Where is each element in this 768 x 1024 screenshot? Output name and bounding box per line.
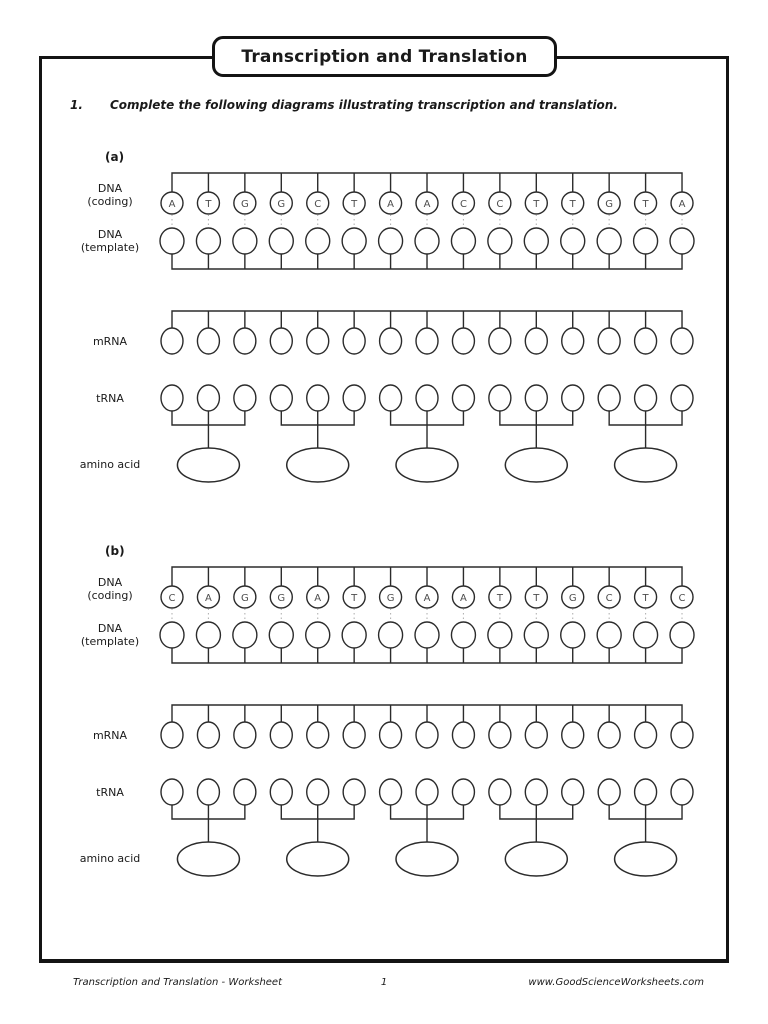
mrna-base-circle	[671, 722, 693, 748]
mrna-backbone	[172, 705, 682, 722]
trna-anticodon-bracket	[281, 805, 354, 842]
title-box	[212, 36, 557, 77]
dna-template-base-circle	[160, 228, 184, 254]
trna-base-circle	[197, 779, 219, 805]
mrna-base-circle	[525, 722, 547, 748]
row-label-mrna-b: mRNA	[92, 729, 128, 742]
trna-base-circle	[343, 779, 365, 805]
trna-base-circle	[416, 779, 438, 805]
dna-coding-base-letter: T	[533, 198, 540, 210]
dna-coding-base-letter: G	[277, 592, 286, 604]
row-label-amino-acid-b: amino acid	[79, 852, 141, 865]
row-label-dna-coding-a-line1: DNA	[97, 182, 123, 195]
trna-base-circle	[598, 779, 620, 805]
mrna-base-circle	[416, 722, 438, 748]
dna-template-base-circle	[524, 228, 548, 254]
row-label-dna-coding-b-line2: (coding)	[87, 589, 133, 602]
trna-base-circle	[525, 385, 547, 411]
mrna-base-circle	[270, 328, 292, 354]
trna-base-circle	[161, 779, 183, 805]
dna-coding-base-letter: G	[240, 592, 249, 604]
mrna-base-circle	[452, 722, 474, 748]
dna-coding-base-letter: C	[314, 198, 322, 210]
dna-template-base-circle	[634, 228, 658, 254]
trna-anticodon-bracket	[609, 411, 682, 448]
base-pair-bonds	[172, 609, 682, 623]
diagram-a-label: (a)	[105, 150, 125, 164]
dna-coding-base-letter: A	[387, 198, 395, 210]
dna-coding-base-letter: A	[168, 198, 176, 210]
dna-coding-base-letter: A	[314, 592, 322, 604]
row-label-dna-template-b-line1: DNA	[97, 622, 123, 635]
mrna-base-circle	[416, 328, 438, 354]
row-label-amino-acid-a: amino acid	[79, 458, 141, 471]
dna-coding-base-letter: T	[496, 592, 503, 604]
trna-base-circle	[562, 779, 584, 805]
trna-anticodon-bracket	[500, 411, 573, 448]
row-label-dna-coding-b-line1: DNA	[97, 576, 123, 589]
dna-template-base-circle	[451, 622, 475, 648]
transcription-translation-diagram-b	[55, 559, 725, 889]
trna-base-circle	[489, 385, 511, 411]
trna-base-circle	[671, 779, 693, 805]
dna-template-base-circle	[196, 622, 220, 648]
dna-coding-base-letter: C	[678, 592, 686, 604]
mrna-base-circle	[598, 328, 620, 354]
dna-coding-base-letter: G	[277, 198, 286, 210]
mrna-base-circle	[161, 328, 183, 354]
trna-base-circle	[416, 385, 438, 411]
trna-base-circle	[270, 779, 292, 805]
dna-coding-base-letter: A	[205, 592, 212, 604]
mrna-base-circle	[562, 328, 584, 354]
dna-template-base-circle	[160, 622, 184, 648]
trna-anticodon-bracket	[391, 805, 464, 842]
amino-acid-ellipse	[615, 448, 677, 482]
mrna-base-circle	[452, 328, 474, 354]
dna-template-base-circle	[524, 622, 548, 648]
dna-template-base-circle	[379, 622, 403, 648]
dna-template-base-circle	[488, 622, 512, 648]
base-pair-bonds	[172, 215, 682, 229]
dna-coding-base-letter: G	[240, 198, 249, 210]
mrna-base-circle	[489, 722, 511, 748]
amino-acid-ellipse	[177, 448, 239, 482]
amino-acid-ellipse	[615, 842, 677, 876]
mrna-base-circle	[197, 328, 219, 354]
dna-template-backbone	[172, 648, 682, 663]
trna-base-circle	[161, 385, 183, 411]
amino-acid-ellipse	[287, 842, 349, 876]
trna-base-circle	[234, 385, 256, 411]
trna-base-circle	[671, 385, 693, 411]
mrna-base-circle	[234, 722, 256, 748]
mrna-base-circle	[562, 722, 584, 748]
mrna-base-circle	[598, 722, 620, 748]
trna-base-circle	[635, 779, 657, 805]
trna-base-circle	[307, 779, 329, 805]
dna-template-backbone	[172, 254, 682, 269]
trna-base-circle	[452, 385, 474, 411]
page-title: Transcription and Translation	[241, 46, 528, 67]
transcription-translation-diagram-a	[55, 165, 725, 495]
mrna-base-circle	[343, 722, 365, 748]
trna-anticodon-bracket	[172, 805, 245, 842]
mrna-base-circle	[489, 328, 511, 354]
dna-template-base-circle	[597, 228, 621, 254]
dna-template-base-circle	[451, 228, 475, 254]
trna-base-circle	[270, 385, 292, 411]
dna-template-base-circle	[379, 228, 403, 254]
trna-base-circle	[562, 385, 584, 411]
amino-acid-ellipse	[287, 448, 349, 482]
amino-acid-ellipse	[396, 842, 458, 876]
dna-template-base-circle	[342, 228, 366, 254]
dna-template-base-circle	[415, 228, 439, 254]
mrna-base-circle	[343, 328, 365, 354]
mrna-backbone	[172, 311, 682, 328]
dna-template-base-circle	[306, 622, 330, 648]
trna-base-circle	[635, 385, 657, 411]
trna-base-circle	[234, 779, 256, 805]
mrna-base-circle	[161, 722, 183, 748]
dna-template-base-circle	[561, 622, 585, 648]
mrna-base-circle	[270, 722, 292, 748]
dna-template-base-circle	[488, 228, 512, 254]
dna-coding-base-letter: G	[568, 592, 577, 604]
mrna-base-circle	[635, 328, 657, 354]
trna-anticodon-bracket	[281, 411, 354, 448]
mrna-base-circle	[635, 722, 657, 748]
trna-anticodon-bracket	[500, 805, 573, 842]
trna-anticodon-bracket	[609, 805, 682, 842]
mrna-base-circle	[307, 722, 329, 748]
dna-template-base-circle	[342, 622, 366, 648]
trna-base-circle	[525, 779, 547, 805]
footer-page-number: 1	[380, 977, 388, 988]
diagram-b-label: (b)	[105, 544, 125, 558]
dna-template-base-circle	[306, 228, 330, 254]
dna-coding-backbone	[172, 567, 682, 586]
footer-document-title: Transcription and Translation - Worksheet	[73, 977, 283, 988]
row-label-dna-coding-a-line2: (coding)	[87, 195, 133, 208]
amino-acid-ellipse	[177, 842, 239, 876]
mrna-base-circle	[671, 328, 693, 354]
dna-template-base-circle	[233, 622, 257, 648]
mrna-base-circle	[525, 328, 547, 354]
dna-template-base-circle	[233, 228, 257, 254]
trna-base-circle	[452, 779, 474, 805]
trna-base-circle	[489, 779, 511, 805]
dna-template-base-circle	[597, 622, 621, 648]
dna-coding-base-letter: T	[642, 592, 649, 604]
dna-coding-base-letter: A	[423, 592, 431, 604]
mrna-base-circle	[380, 328, 402, 354]
trna-base-circle	[307, 385, 329, 411]
dna-coding-base-letter: A	[460, 592, 467, 604]
dna-coding-base-letter: T	[642, 198, 649, 210]
trna-anticodon-bracket	[172, 411, 245, 448]
row-label-mrna-a: mRNA	[92, 335, 128, 348]
row-label-dna-template-a-line2: (template)	[80, 241, 140, 254]
dna-template-base-circle	[415, 622, 439, 648]
mrna-base-circle	[380, 722, 402, 748]
amino-acid-ellipse	[505, 842, 567, 876]
dna-coding-base-letter: C	[168, 592, 176, 604]
dna-coding-base-letter: C	[605, 592, 613, 604]
dna-coding-base-letter: T	[351, 592, 358, 604]
row-label-dna-template-b-line2: (template)	[80, 635, 140, 648]
trna-base-circle	[197, 385, 219, 411]
dna-coding-base-letter: C	[459, 198, 467, 210]
mrna-base-circle	[234, 328, 256, 354]
footer-website: www.GoodScienceWorksheets.com	[528, 977, 704, 988]
dna-template-base-circle	[269, 622, 293, 648]
trna-base-circle	[343, 385, 365, 411]
dna-coding-base-letter: T	[205, 198, 212, 210]
question-number: 1.	[70, 98, 83, 112]
dna-coding-base-letter: T	[351, 198, 358, 210]
dna-coding-base-letter: G	[605, 198, 614, 210]
dna-template-base-circle	[670, 622, 694, 648]
question-text: Complete the following diagrams illustrating transcription and translation.	[110, 98, 618, 112]
trna-anticodon-bracket	[391, 411, 464, 448]
dna-coding-base-letter: T	[569, 198, 576, 210]
dna-template-base-circle	[561, 228, 585, 254]
dna-template-base-circle	[670, 228, 694, 254]
dna-coding-backbone	[172, 173, 682, 192]
dna-coding-base-letter: A	[678, 198, 686, 210]
dna-coding-base-letter: A	[423, 198, 431, 210]
mrna-base-circle	[197, 722, 219, 748]
amino-acid-ellipse	[505, 448, 567, 482]
mrna-base-circle	[307, 328, 329, 354]
dna-coding-base-letter: T	[533, 592, 540, 604]
dna-template-base-circle	[196, 228, 220, 254]
row-label-trna-b: tRNA	[96, 786, 124, 799]
row-label-trna-a: tRNA	[96, 392, 124, 405]
dna-coding-base-letter: G	[386, 592, 395, 604]
trna-base-circle	[380, 385, 402, 411]
dna-template-base-circle	[269, 228, 293, 254]
dna-coding-base-letter: C	[496, 198, 504, 210]
row-label-dna-template-a-line1: DNA	[97, 228, 123, 241]
trna-base-circle	[598, 385, 620, 411]
amino-acid-ellipse	[396, 448, 458, 482]
trna-base-circle	[380, 779, 402, 805]
dna-template-base-circle	[634, 622, 658, 648]
